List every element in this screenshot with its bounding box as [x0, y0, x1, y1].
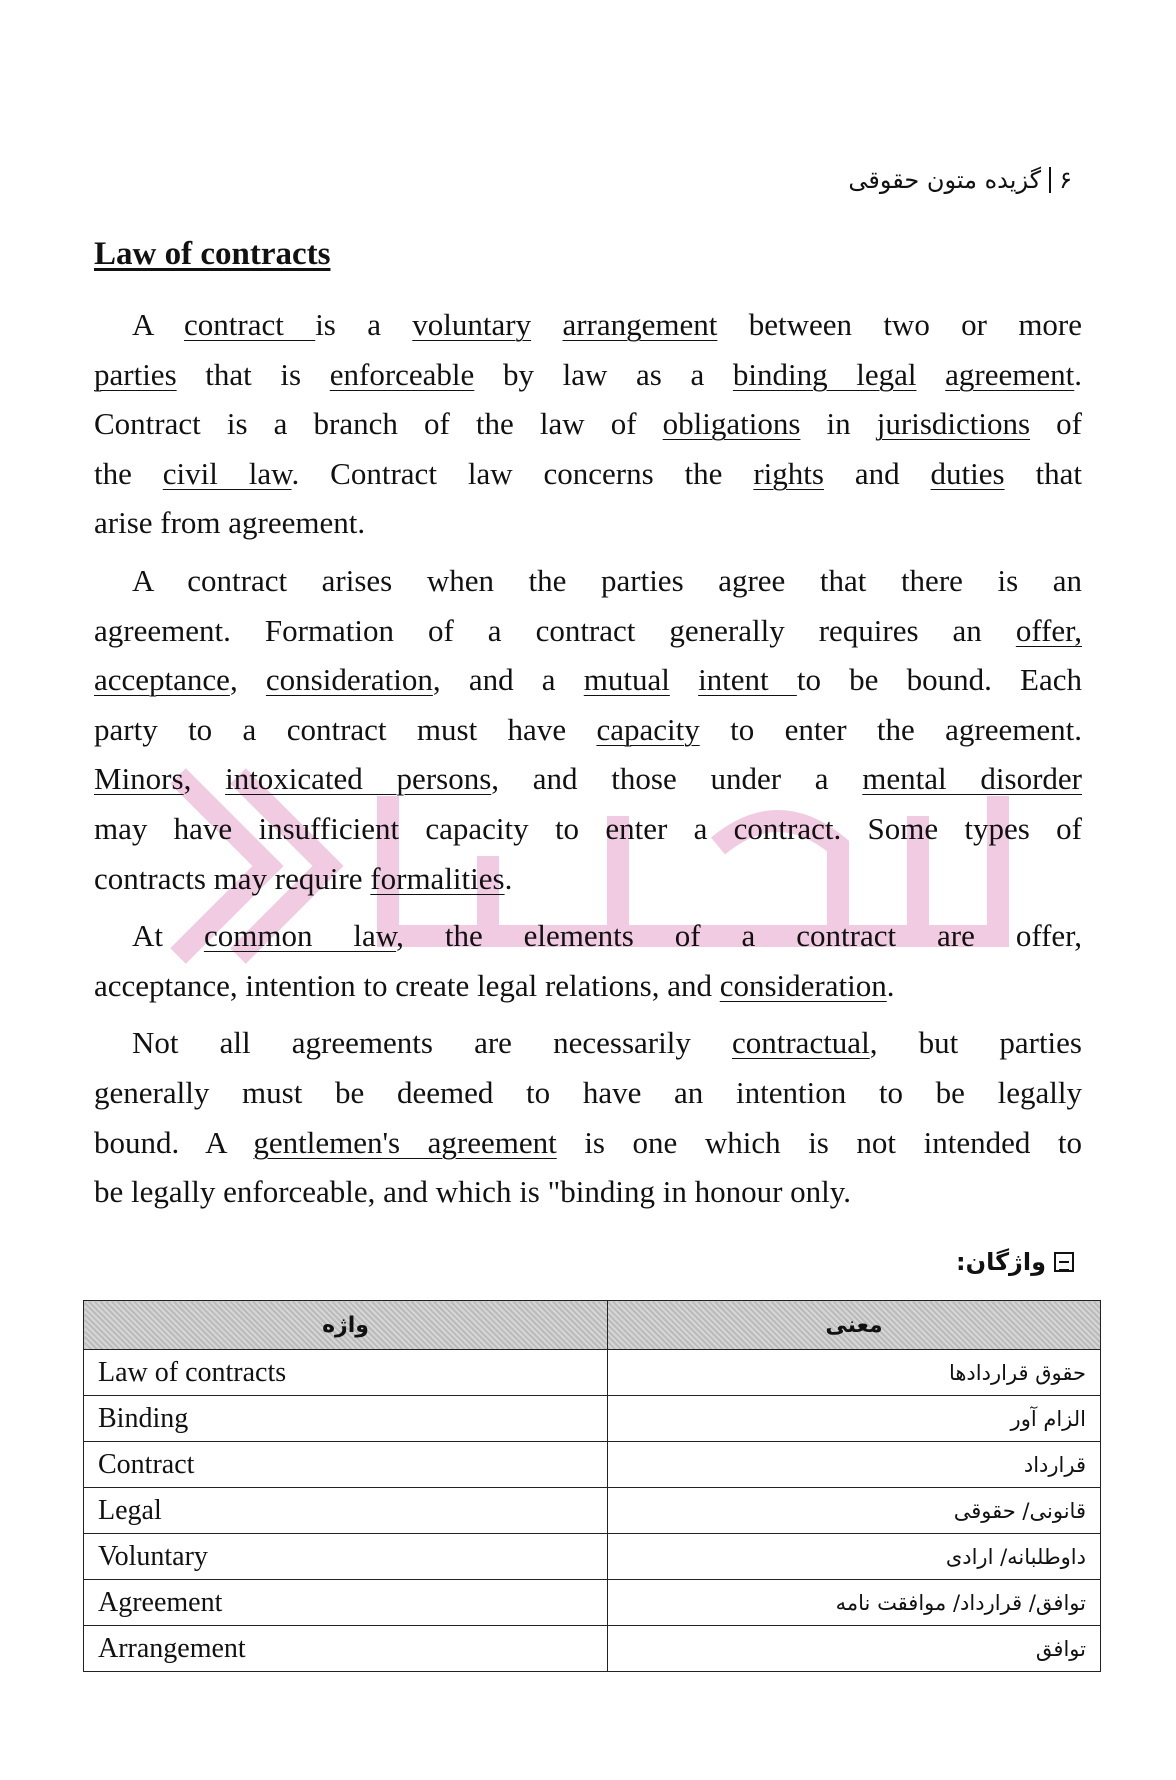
text-segment: . Contract law concerns the	[291, 455, 754, 491]
underlined-term: consideration	[719, 967, 887, 1003]
divider	[1049, 167, 1051, 193]
text-segment: A	[132, 307, 185, 342]
paragraph	[94, 556, 1082, 903]
word-cell: Arrangement	[84, 1626, 608, 1672]
underlined-term: obligations	[662, 406, 801, 442]
text-line	[94, 705, 1082, 755]
text-segment	[670, 662, 698, 697]
meaning-cell: قانونی/ حقوقی	[608, 1488, 1101, 1534]
text-segment: between two or more	[717, 307, 1083, 342]
table-row	[84, 1580, 1101, 1626]
table-row	[84, 1442, 1101, 1488]
underlined-term: mental disorder	[862, 761, 1082, 797]
text-line	[94, 399, 1082, 449]
underlined-term: Minors	[94, 761, 184, 797]
text-segment: by law as a	[474, 356, 733, 392]
meaning-cell: الزام آور	[608, 1396, 1101, 1442]
text-line	[94, 1018, 1082, 1068]
text-segment: agreement. Formation of a contract generally requires an	[94, 612, 1016, 648]
underlined-term: rights	[753, 455, 824, 491]
word-cell: Legal	[84, 1488, 608, 1534]
text-segment: .	[886, 967, 895, 1003]
underlined-term: mutual	[583, 662, 670, 698]
underlined-term: jurisdictions	[876, 406, 1031, 442]
underlined-term: acceptance	[94, 662, 230, 698]
underlined-term: common law	[203, 918, 397, 954]
word-cell: Voluntary	[84, 1534, 608, 1580]
text-line	[94, 854, 1082, 904]
header-word: واژه	[84, 1301, 608, 1350]
underlined-term: intoxicated persons	[225, 761, 492, 797]
text-line	[94, 300, 1082, 350]
table-row	[84, 1350, 1101, 1396]
text-segment: arise from agreement.	[94, 505, 366, 541]
text-line	[94, 449, 1082, 499]
text-segment: , and a	[432, 662, 584, 698]
text-segment: that	[1004, 455, 1082, 491]
meaning-cell: حقوق قراردادها	[608, 1350, 1101, 1396]
underlined-term: parties	[94, 356, 177, 392]
text-segment: , and those under a	[491, 761, 863, 797]
underlined-term: consideration	[265, 662, 433, 698]
text-segment: Not all agreements are necessarily	[132, 1025, 732, 1061]
text-segment: to be bound. Each	[796, 662, 1083, 698]
text-segment: to enter the agreement.	[699, 711, 1082, 747]
underlined-term: contractual	[731, 1025, 870, 1061]
body-text	[94, 300, 1082, 1225]
text-segment: .	[1074, 356, 1083, 392]
underlined-term: arrangement	[562, 307, 718, 342]
meaning-cell: توافق	[608, 1626, 1101, 1672]
text-segment: Contract is a branch of the law of	[94, 406, 663, 442]
underlined-term: binding legal	[732, 356, 917, 392]
text-segment	[917, 357, 946, 392]
text-segment: , the elements of a contract are offer,	[396, 918, 1083, 954]
notepad-icon	[1054, 1252, 1074, 1272]
text-segment: is one which is not intended to	[556, 1124, 1083, 1160]
text-segment: acceptance, intention to create legal relations, and	[94, 967, 720, 1003]
vocabulary-table	[83, 1300, 1101, 1672]
header-meaning: معنی	[608, 1301, 1101, 1350]
table-row	[84, 1396, 1101, 1442]
book-title: گزیده متون حقوقی	[848, 166, 1042, 194]
page-number: ۶	[1059, 166, 1072, 194]
text-line	[94, 556, 1082, 606]
running-head	[848, 166, 1072, 194]
underlined-term: gentlemen's agreement	[253, 1124, 557, 1160]
text-line	[94, 1118, 1082, 1168]
section-title: Law of contracts	[94, 236, 331, 272]
paragraph	[94, 911, 1082, 1010]
word-cell: Contract	[84, 1442, 608, 1488]
paragraph	[94, 300, 1082, 548]
word-cell: Agreement	[84, 1580, 608, 1626]
text-line	[94, 350, 1082, 400]
text-segment: that is	[176, 356, 330, 392]
text-segment: be legally enforceable, and which is "binding in honour only.	[94, 1174, 852, 1210]
underlined-term: capacity	[596, 711, 700, 747]
word-cell: Binding	[84, 1396, 608, 1442]
text-segment: bound. A	[94, 1124, 254, 1160]
text-line	[94, 655, 1082, 705]
meaning-cell: توافق/ قرارداد/ موافقت نامه	[608, 1580, 1101, 1626]
text-segment: contracts may require	[94, 860, 371, 896]
underlined-term: contract	[184, 307, 316, 342]
text-segment	[531, 307, 562, 342]
text-segment: and	[823, 455, 931, 491]
underlined-term: intent	[698, 662, 797, 698]
vocabulary-heading-text: واژگان:	[955, 1248, 1046, 1276]
underlined-term: voluntary	[412, 307, 532, 342]
text-segment: At	[132, 918, 204, 954]
text-segment: of	[1030, 406, 1082, 442]
vocabulary-heading	[956, 1248, 1074, 1276]
text-segment: generally must be deemed to have an intention to be legally	[94, 1074, 1082, 1110]
text-segment: is a	[315, 307, 413, 342]
meaning-cell: داوطلبانه/ ارادی	[608, 1534, 1101, 1580]
text-segment: the	[94, 455, 163, 491]
text-line	[94, 498, 1082, 548]
text-segment: A contract arises when the parties agree that there is an	[132, 562, 1082, 598]
underlined-term: duties	[930, 455, 1005, 491]
underlined-term: formalities	[370, 860, 505, 896]
table-row	[84, 1534, 1101, 1580]
text-line	[94, 606, 1082, 656]
text-line	[94, 1068, 1082, 1118]
table-row	[84, 1488, 1101, 1534]
meaning-cell: قرارداد	[608, 1442, 1101, 1488]
underlined-term: agreement	[945, 356, 1075, 392]
text-segment: ,	[183, 761, 226, 797]
text-segment: party to a contract must have	[94, 711, 597, 747]
underlined-term: enforceable	[329, 356, 475, 392]
text-line	[94, 961, 1082, 1011]
table-row	[84, 1626, 1101, 1672]
text-line	[94, 804, 1082, 854]
text-segment: may have insufficient capacity to enter a contract. Some types of	[94, 810, 1082, 846]
text-segment: in	[800, 406, 877, 442]
underlined-term: civil law	[162, 455, 292, 491]
text-segment: ,	[229, 662, 266, 698]
text-segment: .	[504, 860, 513, 896]
text-line	[94, 1167, 1082, 1217]
word-cell: Law of contracts	[84, 1350, 608, 1396]
underlined-term: offer,	[1015, 612, 1082, 648]
text-segment: , but parties	[869, 1025, 1082, 1061]
text-line	[94, 754, 1082, 804]
paragraph	[94, 1018, 1082, 1216]
text-line	[94, 911, 1082, 961]
